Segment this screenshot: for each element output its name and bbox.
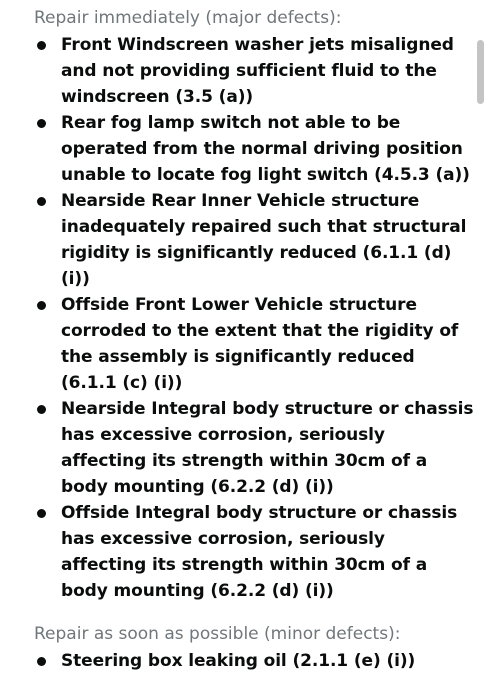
- defect-text: Rear fog lamp switch not able to be operated from the normal driving position unable to locate fog light switch (4.5.3 (a)): [61, 113, 470, 185]
- bullet-icon: [37, 119, 46, 128]
- list-item: [34, 32, 474, 110]
- defect-text: Offside Integral body structure or chassis has excessive corrosion, seriously affecting its strength within 30cm of a body mounting (6.2.2 (d) (i)): [61, 503, 458, 601]
- minor-defects-list: [34, 648, 474, 674]
- defects-content: [34, 6, 474, 674]
- list-item: [34, 110, 474, 188]
- list-item: [34, 188, 474, 292]
- major-defects-heading: Repair immediately (major defects):: [34, 8, 342, 28]
- defect-text: Steering box leaking oil (2.1.1 (e) (i)): [61, 651, 416, 671]
- bullet-icon: [37, 41, 46, 50]
- major-defects-list: [34, 32, 474, 604]
- bullet-icon: [37, 301, 46, 310]
- bullet-icon: [37, 197, 46, 206]
- list-item: [34, 648, 474, 674]
- list-item: [34, 396, 474, 500]
- bullet-icon: [37, 509, 46, 518]
- defect-text: Nearside Integral body structure or chassis has excessive corrosion, seriously affecting its strength within 30cm of a body mounting (6.2.2 (d) (i)): [61, 399, 474, 497]
- defect-text: Nearside Rear Inner Vehicle structure inadequately repaired such that structural rigidity is significantly reduced (6.1.1 (d) (i)): [61, 191, 467, 289]
- bullet-icon: [37, 657, 46, 666]
- list-item: [34, 292, 474, 396]
- list-item: [34, 500, 474, 604]
- bullet-icon: [37, 405, 46, 414]
- minor-defects-heading: Repair as soon as possible (minor defects):: [34, 624, 401, 644]
- defect-text: Offside Front Lower Vehicle structure corroded to the extent that the rigidity of the assembly is significantly reduced (6.1.1 (c) (i)): [61, 295, 459, 393]
- scrollbar-thumb[interactable]: [477, 40, 484, 104]
- defect-text: Front Windscreen washer jets misaligned and not providing sufficient fluid to the windscreen (3.5 (a)): [61, 35, 454, 107]
